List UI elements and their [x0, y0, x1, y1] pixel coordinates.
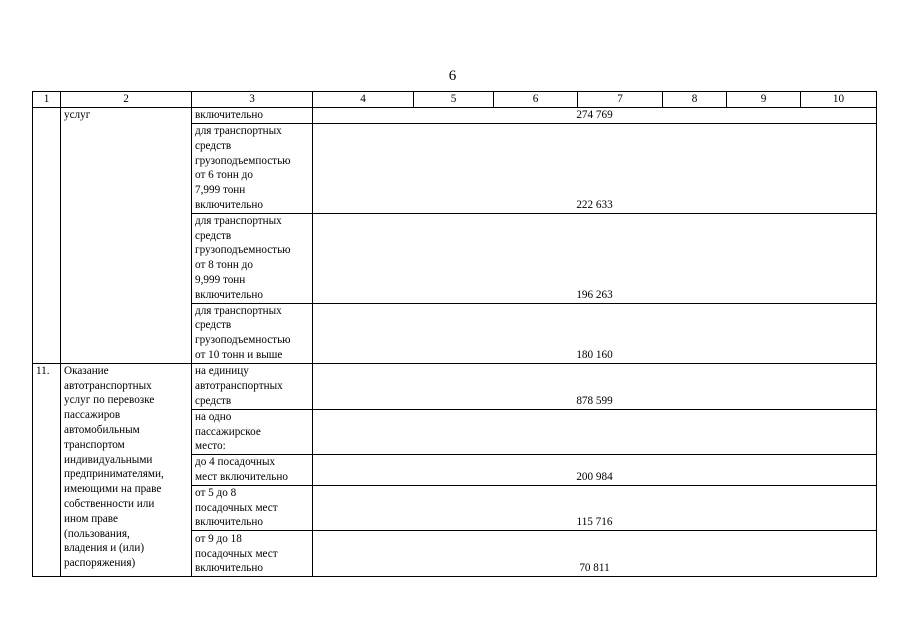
condition-cell: для транспортных средств грузоподъемностью от 10 тонн и выше [192, 303, 313, 363]
table-row [33, 363, 877, 409]
item-number-cell: 11. [33, 363, 61, 576]
page-number: 6 [448, 68, 457, 84]
item-name-cell: Оказание автотранспортных услуг по перевозке пассажиров автомобильным транспортом индивидуальными предпринимателями, имеющими на праве собственности или ином праве (пользования, владения и (или) распоряжения) [61, 363, 192, 576]
condition-cell: на единицу автотранспортных средств [192, 363, 313, 409]
item-number-cell [33, 108, 61, 364]
header-row [33, 92, 877, 108]
rate-value: 70 811 [313, 531, 877, 577]
item-name-cell: услуг [61, 108, 192, 364]
rate-value: 200 984 [313, 455, 877, 486]
column-header: 6 [494, 92, 578, 108]
condition-cell: для транспортных средств грузоподъемностью от 8 тонн до 9,999 тонн включительно [192, 213, 313, 303]
rate-value: 222 633 [313, 124, 877, 214]
condition-cell: до 4 посадочных мест включительно [192, 455, 313, 486]
condition-cell: от 5 до 8 посадочных мест включительно [192, 485, 313, 530]
column-header: 3 [192, 92, 313, 108]
condition-cell: от 9 до 18 посадочных мест включительно [192, 531, 313, 577]
tax-rate-table [32, 91, 877, 577]
rate-value: 196 263 [313, 213, 877, 303]
column-header: 8 [663, 92, 727, 108]
condition-cell: для транспортных средств грузоподъемпостью от 6 тонн до 7,999 тонн включительно [192, 124, 313, 214]
column-header: 7 [578, 92, 663, 108]
rate-value [313, 409, 877, 454]
rate-value: 878 599 [313, 363, 877, 409]
rate-value: 274 769 [313, 108, 877, 124]
condition-cell: включительно [192, 108, 313, 124]
rate-value: 180 160 [313, 303, 877, 363]
column-header: 4 [313, 92, 414, 108]
column-header: 1 [33, 92, 61, 108]
column-header: 10 [801, 92, 877, 108]
rate-value: 115 716 [313, 485, 877, 530]
column-header: 2 [61, 92, 192, 108]
column-header: 9 [727, 92, 801, 108]
column-header: 5 [414, 92, 494, 108]
condition-cell: на одно пассажирское место: [192, 409, 313, 454]
table-row [33, 108, 877, 124]
